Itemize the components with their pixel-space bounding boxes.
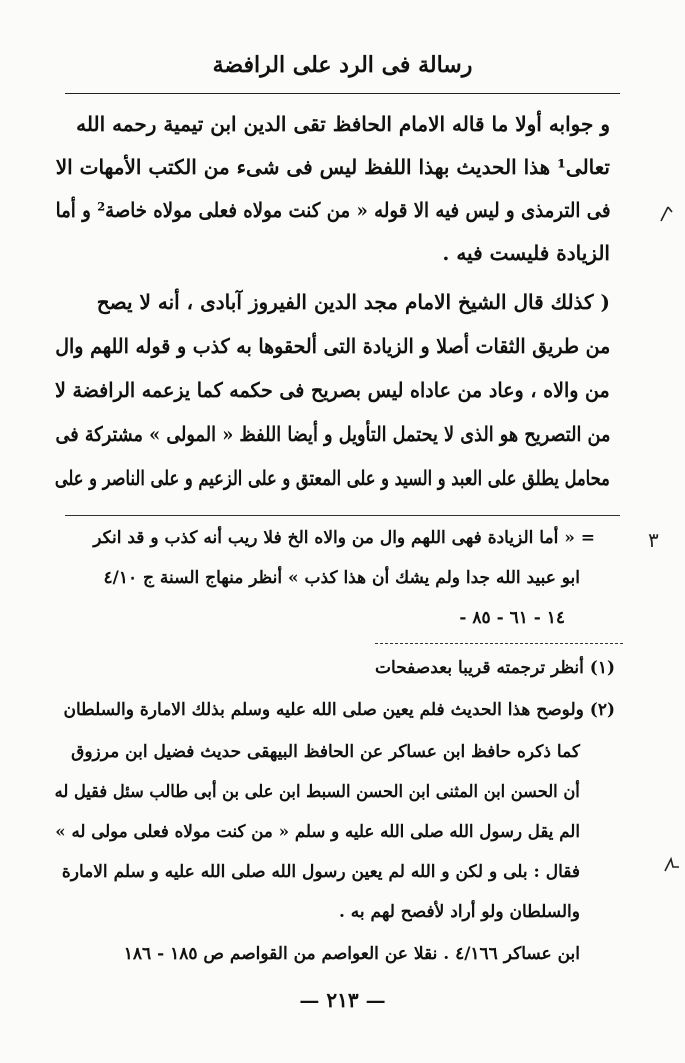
- footnote-line: (٢) ولوصح هذا الحديث فلم يعين صلى الله عليه وسلم بذلك الامارة والسلطان: [63, 700, 615, 720]
- continued-footnote-line: = « أما الزيادة فهى اللهم وال من والاه الخ فلا ريب أنه كذب و قد انكر: [93, 528, 595, 548]
- continued-footnote-line: ابو عبيد الله جدا ولم يشك أن هذا كذب » أنظر منهاج السنة ج ٤/١٠: [103, 568, 580, 588]
- page-number: — ٢١٣ —: [299, 988, 386, 1012]
- continued-footnote-line: - ١٤ - ٦١ - ٨٥: [459, 608, 565, 628]
- running-header-title: رسالة فى الرد على الرافضة: [212, 52, 473, 78]
- main-text-line: من والاه ، وعاد من عاداه ليس بصريح فى حكمه كما يزعمه الرافضة لا: [55, 378, 610, 402]
- main-text-line: و جوابه أولا ما قاله الامام الحافظ تقى الدين ابن تيمية رحمه الله: [76, 112, 610, 136]
- footnote-line: أن الحسن ابن المثنى ابن الحسن السبط ابن على بن أبى طالب سئل فقيل له: [54, 782, 580, 802]
- footnote-dashed-rule: [375, 643, 623, 644]
- footnote-line: والسلطان ولو أراد لأفصح لهم به .: [338, 902, 580, 922]
- footnote-line: الم يقل رسول الله صلى الله عليه و سلم « من كنت مولاه فعلى مولى له »: [55, 822, 580, 842]
- main-text-line: الزيادة فليست فيه .: [442, 241, 610, 265]
- main-text-line: فى الترمذى و ليس فيه الا قوله « من كنت مولاه فعلى مولاه خاصة² و أما: [55, 198, 610, 222]
- footnote-line: (١) أنظر ترجمته قريبا بعدصفحات: [375, 658, 615, 678]
- margin-mark-right: ٣: [648, 528, 659, 552]
- footnote-line: فقال : بلى و لكن و الله لم يعين رسول الله صلى الله عليه و سلم الامارة: [61, 862, 580, 882]
- footnote-line: ابن عساكر ٤/١٦٦ . نقلا عن العواصم من القواصم ص ١٨٥ - ١٨٦: [123, 944, 580, 964]
- main-text-line: محامل يطلق على العبد و السيد و على المعتق و على الزعيم و على الناصر و على: [54, 466, 610, 490]
- main-text-line: من التصريح هو الذى لا يحتمل التأويل و أيضا اللفظ « المولى » مشتركة فى: [55, 422, 610, 446]
- main-text-line: من طريق الثقات أصلا و الزيادة التى ألحقوها به كذب و قوله اللهم وال: [54, 334, 610, 358]
- footnote-line: كما ذكره حافظ ابن عساكر عن الحافظ البيهقى حديث فضيل ابن مرزوق: [71, 742, 580, 762]
- margin-pen-mark-lower: [661, 855, 681, 877]
- header-rule: [65, 93, 620, 94]
- margin-pen-mark-upper: [658, 203, 678, 225]
- main-text-line: تعالى¹ هذا الحديث بهذا اللفظ ليس فى شىء من الكتب الأمهات الا: [55, 155, 610, 179]
- main-text-line: ( كذلك قال الشيخ الامام مجد الدين الفيروز آبادى ، أنه لا يصح: [96, 290, 610, 314]
- footnote-separator: [65, 515, 620, 516]
